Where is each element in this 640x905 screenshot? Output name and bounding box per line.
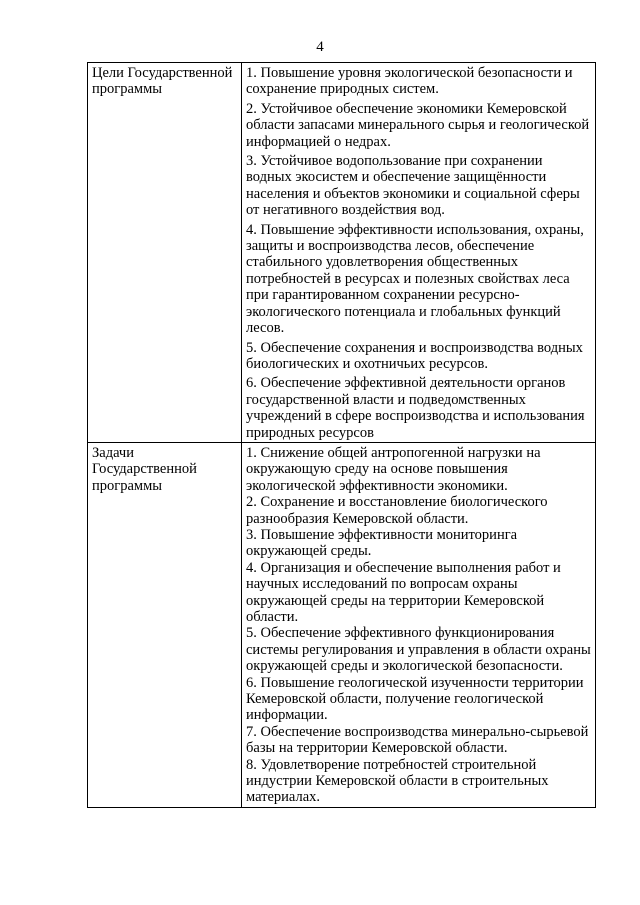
page-number: 4: [316, 39, 324, 55]
goal-item: 4. Повышение эффективности использования, охраны, защиты и воспроизводства лесов, обеспечение стабильного удовлетворения общественных потребностей в ресурсах и полезных свойствах леса при гарантированном сохранении ресурсно-экологического потенциала и глобальных функций лесов.: [246, 221, 584, 337]
tasks-label: Задачи Государственной программы: [88, 442, 242, 807]
tasks-list: [242, 442, 596, 807]
goal-item: 1. Повышение уровня экологической безопасности и сохранение природных систем.: [246, 65, 573, 98]
goal-item: 3. Устойчивое водопользование при сохранении водных экосистем и обеспечение защищённости населения и объектов экономики и социальной сферы от негативного воздействия вод.: [246, 153, 580, 219]
task-item: 4. Организация и обеспечение выполнения работ и научных исследований по вопросам охраны окружающей среды на территории Кемеровской области.: [246, 559, 561, 625]
task-item: 8. Удовлетворение потребностей строительной индустрии Кемеровской области в строительных материалах.: [246, 756, 549, 806]
task-item: 3. Повышение эффективности мониторинга окружающей среды.: [246, 526, 518, 560]
goal-item: 5. Обеспечение сохранения и воспроизводства водных биологических и охотничьих ресурсов.: [246, 339, 583, 372]
task-item: 7. Обеспечение воспроизводства минерально-сырьевой базы на территории Кемеровской области.: [246, 723, 589, 757]
goals-label: Цели Государственной программы: [88, 63, 242, 443]
task-item: 2. Сохранение и восстановление биологического разнообразия Кемеровской области.: [246, 494, 548, 527]
program-passport-table: [87, 62, 596, 808]
goal-item: 2. Устойчивое обеспечение экономики Кемеровской области запасами минерального сырья и геологической информацией о недрах.: [246, 100, 590, 150]
table-row-tasks: [88, 442, 596, 807]
task-item: 6. Повышение геологической изученности территории Кемеровской области, получение геологической информации.: [246, 674, 584, 724]
goal-item: 6. Обеспечение эффективной деятельности органов государственной власти и подведомственных учреждений в сфере воспроизводства и использования природных ресурсов: [246, 375, 585, 441]
task-item: 1. Снижение общей антропогенной нагрузки на окружающую среду на основе повышения экологической эффективности экономики.: [246, 444, 541, 494]
table-row-goals: [88, 63, 596, 443]
task-item: 5. Обеспечение эффективного функционирования системы регулирования и управления в области охраны окружающей среды и экологической безопасности.: [246, 625, 591, 675]
goals-list: [242, 63, 596, 443]
